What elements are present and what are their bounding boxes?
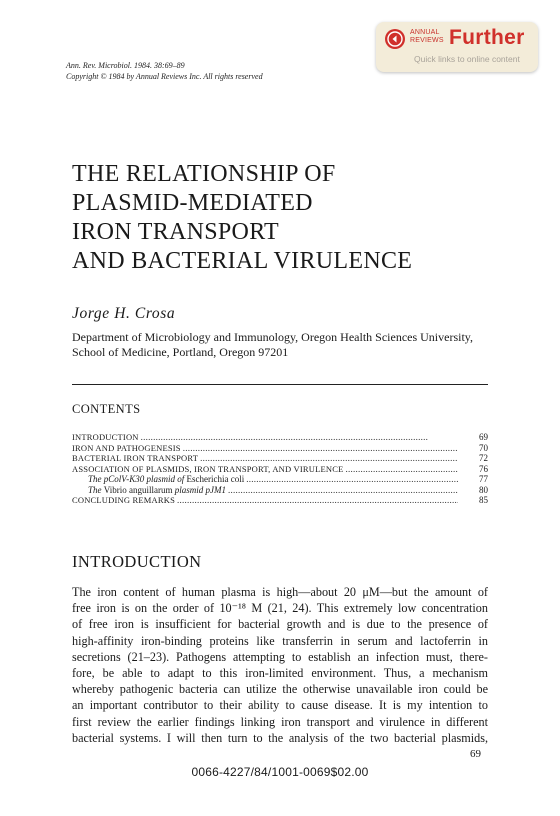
toc-label-part: Vibrio anguillarum bbox=[103, 484, 173, 495]
toc-leader bbox=[141, 432, 458, 443]
toc-label: BACTERIAL IRON TRANSPORT bbox=[72, 453, 199, 463]
banner-annual-reviews: ANNUAL REVIEWS bbox=[410, 29, 444, 44]
toc-label: CONCLUDING REMARKS bbox=[72, 495, 176, 505]
body-paragraph bbox=[72, 584, 488, 746]
journal-citation bbox=[66, 60, 263, 82]
divider bbox=[72, 384, 488, 385]
toc-page: 69 bbox=[479, 432, 488, 442]
citation-line: Ann. Rev. Microbiol. 1984. 38:69–89 bbox=[66, 61, 185, 70]
toc-page: 85 bbox=[479, 495, 488, 505]
article-title bbox=[72, 160, 412, 276]
toc-label: ASSOCIATION OF PLASMIDS, IRON TRANSPORT, AND VIRULENCE bbox=[72, 463, 344, 474]
text-line: first review the earlier findings linking iron transport and virulence in different bbox=[72, 714, 488, 729]
text-line: whereby pathogenic bacteria can utilize the otherwise unavailable iron could be bbox=[72, 682, 488, 697]
toc-page: 70 bbox=[479, 442, 488, 453]
text-line: bacterial systems. I will then turn to the analysis of the two bacterial plasmids, bbox=[72, 730, 488, 745]
affiliation-line: Department of Microbiology and Immunology, Oregon Health Sciences University, bbox=[72, 330, 474, 344]
toc-leader bbox=[183, 443, 458, 454]
toc-item[interactable] bbox=[72, 432, 488, 443]
toc-item[interactable] bbox=[72, 495, 488, 506]
table-of-contents bbox=[72, 432, 488, 506]
text-line: fore, be able to adapt to this iron-limited environment. Thus, a mechanism bbox=[72, 665, 488, 680]
toc-label bbox=[72, 474, 244, 485]
toc-label-part: The pColV-K30 plasmid of bbox=[88, 474, 187, 484]
toc-subitem[interactable] bbox=[72, 474, 488, 485]
copyright-line: Copyright © 1984 by Annual Reviews Inc. All rights reserved bbox=[66, 72, 263, 81]
text-line: secretions (21–23). Pathogens attempting to establish an infection must, there- bbox=[72, 649, 488, 664]
toc-label bbox=[72, 485, 226, 496]
banner-further-label: Further bbox=[449, 26, 525, 49]
text-line: free iron is on the order of 10⁻¹⁸ M (21, 24). This extremely low concentration bbox=[72, 601, 488, 616]
footer-code: 0066-4227/84/1001-0069$02.00 bbox=[191, 765, 369, 779]
toc-item[interactable] bbox=[72, 443, 488, 454]
play-arrow-icon bbox=[385, 29, 405, 49]
toc-leader bbox=[200, 453, 458, 464]
title-line: IRON TRANSPORT bbox=[72, 219, 280, 245]
page-number: 69 bbox=[470, 748, 481, 760]
author-affiliation bbox=[72, 330, 492, 360]
toc-leader bbox=[228, 485, 458, 496]
text-line: of free iron is insufficient for bacterial growth and is due to the presence of bbox=[72, 617, 488, 632]
author-name: Jorge H. Crosa bbox=[72, 305, 176, 322]
text-line: high-affinity iron-binding proteins like transferrin in serum and lactoferrin in bbox=[72, 633, 488, 648]
banner-subtitle: Quick links to online content bbox=[414, 54, 520, 64]
text-line: an important contributor to their ability to cause disease. It is my intention to bbox=[72, 698, 488, 713]
toc-item[interactable] bbox=[72, 453, 488, 464]
toc-label: INTRODUCTION bbox=[72, 432, 139, 442]
toc-label-part: Escherichia coli bbox=[186, 474, 245, 484]
toc-page: 77 bbox=[479, 474, 488, 484]
section-heading: INTRODUCTION bbox=[72, 552, 202, 571]
title-line: THE RELATIONSHIP OF bbox=[72, 161, 336, 187]
title-line: PLASMID-MEDIATED bbox=[72, 190, 313, 216]
toc-label-part: The bbox=[88, 484, 104, 495]
toc-item[interactable] bbox=[72, 464, 488, 475]
text-line: The iron content of human plasma is high—about 20 μM—but the amount of bbox=[72, 585, 488, 599]
contents-heading: CONTENTS bbox=[72, 402, 141, 416]
toc-page: 76 bbox=[479, 463, 488, 474]
toc-subitem[interactable] bbox=[72, 485, 488, 496]
toc-leader bbox=[345, 464, 458, 475]
title-line: AND BACTERIAL VIRULENCE bbox=[72, 248, 413, 274]
toc-label-part: plasmid pJM1 bbox=[172, 484, 226, 495]
further-banner[interactable] bbox=[376, 22, 538, 72]
toc-leader bbox=[246, 474, 458, 485]
toc-label: IRON AND PATHOGENESIS bbox=[72, 442, 181, 453]
toc-page: 80 bbox=[479, 484, 488, 495]
toc-leader bbox=[177, 495, 458, 506]
toc-page: 72 bbox=[479, 453, 488, 463]
affiliation-line: School of Medicine, Portland, Oregon 97201 bbox=[72, 345, 289, 359]
